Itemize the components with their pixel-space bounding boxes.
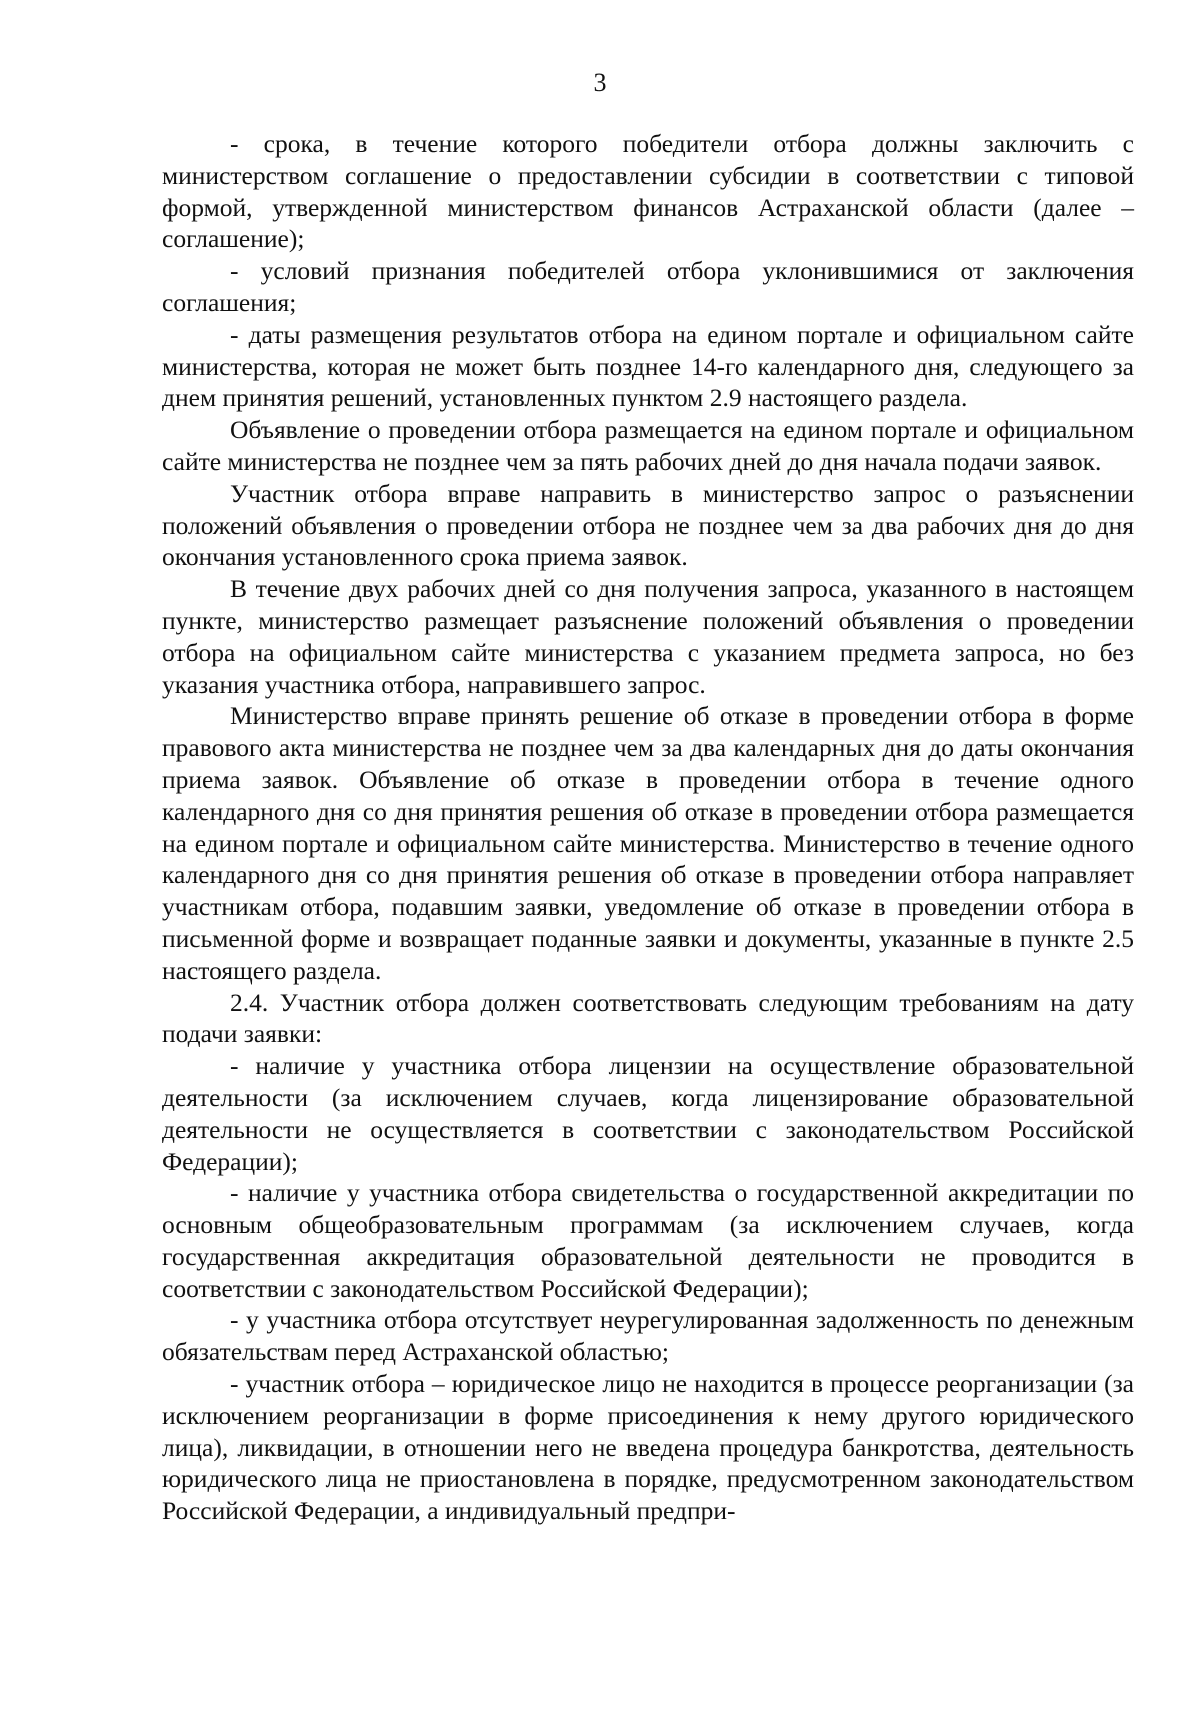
paragraph: Министерство вправе принять решение об отказе в проведении отбора в форме правового акта министерства не позднее чем за два календарных дня до даты окончания приема заявок. Объявление об отказе в проведении отбора в течение одного календарного дня со дня принятия решения об отказе в проведении отбора размещается на едином портале и официальном сайте министерства. Министерство в течение одного календарного дня со дня принятия решения об отказе в проведении отбора направляет участникам отбора, подавшим заявки, уведомление об отказе в проведении отбора в письменной форме и возвращает поданные заявки и документы, указанные в пункте 2.5 настоящего раздела. [162,701,1134,985]
page-number: 3 [593,68,607,97]
paragraph: - участник отбора – юридическое лицо не находится в процессе реорганизации (за исключением реорганизации в форме присоединения к нему другого юридического лица), ликвидации, в отношении него не введена процедура банкротства, деятельность юридического лица не приостановлена в порядке, предусмотренном законодательством Российской Федерации, а индивидуальный предпри- [162,1369,1134,1526]
paragraph: Объявление о проведении отбора размещается на едином портале и официальном сайте министерства не позднее чем за пять рабочих дней до дня начала подачи заявок. [162,415,1134,476]
paragraph: Участник отбора вправе направить в министерство запрос о разъяснении положений объявления о проведении отбора не позднее чем за два рабочих дня до дня окончания установленного срока приема заявок. [162,478,1134,572]
paragraph: В течение двух рабочих дней со дня получения запроса, указанного в настоящем пункте, министерство размещает разъяснение положений объявления о проведении отбора на официальном сайте министерства с указанием предмета запроса, но без указания участника отбора, направившего запрос. [162,574,1134,699]
paragraph: - наличие у участника отбора лицензии на осуществление образовательной деятельности (за исключением случаев, когда лицензирование образовательной деятельности не осуществляется в соответствии с законодательством Российской Федерации); [162,1051,1134,1176]
paragraph: - срока, в течение которого победители отбора должны заключить с министерством соглашение о предоставлении субсидии в соответствии с типовой формой, утвержденной министерством финансов Астраханской области (далее – соглашение); [162,129,1134,254]
paragraph: 2.4. Участник отбора должен соответствовать следующим требованиям на дату подачи заявки: [162,987,1134,1049]
paragraph: - даты размещения результатов отбора на едином портале и официальном сайте министерства, которая не может быть позднее 14-го календарного дня, следующего за днем принятия решений, установленных пунктом 2.9 настоящего раздела. [162,319,1134,413]
paragraph: - условий признания победителей отбора уклонившимися от заключения соглашения; [162,256,1134,317]
paragraph: - у участника отбора отсутствует неурегулированная задолженность по денежным обязательствам перед Астраханской областью; [162,1305,1134,1367]
document-body [162,128,1134,1527]
paragraph: - наличие у участника отбора свидетельства о государственной аккредитации по основным общеобразовательным программам (за исключением случаев, когда государственная аккредитация образовательной деятельности не проводится в соответствии с законодательством Российской Федерации); [162,1178,1134,1303]
